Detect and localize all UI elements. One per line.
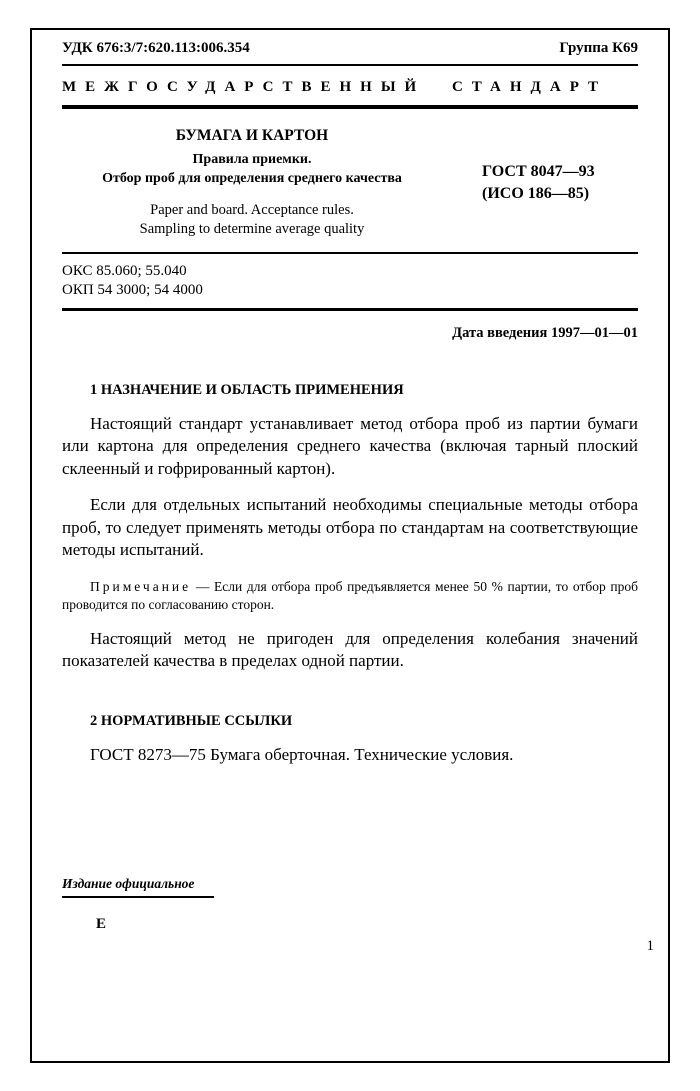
title-block: [62, 127, 638, 238]
title-left-column: [62, 127, 442, 238]
rule-under-header: [62, 64, 638, 66]
designation-gost: ГОСТ 8047—93: [482, 163, 595, 180]
section-1-paragraph-1: Настоящий стандарт устанавливает метод отбора проб из партии бумаги или картона для определения среднего качества (включая тарный плоский склеенный и гофрированный картон).: [62, 413, 638, 478]
okp-code: ОКП 54 3000; 54 4000: [62, 282, 203, 299]
document-subtitle-line1: Правила приемки.: [192, 152, 312, 167]
document-subtitle-line2: Отбор проб для определения среднего качества: [102, 170, 402, 186]
note-text: — Если для отбора проб предъявляется менее 50 % партии, то отбор проб проводится по согласованию сторон.: [62, 578, 638, 612]
section-2-paragraph-1: ГОСТ 8273—75 Бумага оберточная. Технические условия.: [90, 744, 514, 764]
designation-iso: (ИСО 186—85): [482, 184, 590, 202]
section-1-heading: 1 НАЗНАЧЕНИЕ И ОБЛАСТЬ ПРИМЕНЕНИЯ: [90, 381, 404, 398]
section-1-paragraph-3: Настоящий метод не пригоден для определения колебания значений показателей качества в пределах одной партии.: [62, 629, 638, 671]
rule-under-title: [62, 252, 638, 254]
section-1-paragraph-2: Если для отдельных испытаний необходимы специальные методы отбора проб, то следует применять методы отбора по стандартам на соответствующие методы испытаний.: [62, 495, 638, 560]
standard-type-title: МЕЖГОСУДАРСТВЕННЫЙ СТАНДАРТ: [62, 79, 608, 95]
effective-date: Дата введения 1997—01—01: [452, 324, 638, 341]
oks-code: ОКС 85.060; 55.040: [62, 263, 187, 280]
group-code: Группа К69: [559, 40, 638, 56]
english-title-line2: Sampling to determine average quality: [139, 220, 365, 237]
edition-letter-mark: Е: [96, 916, 107, 932]
rule-under-codes: [62, 308, 638, 311]
classification-codes: [62, 262, 638, 300]
udc-code: УДК 676:3/7:620.113:006.354: [62, 40, 250, 56]
page-number: 1: [646, 938, 654, 954]
note-label: Примечание: [90, 578, 192, 594]
official-edition-label: Издание официальное: [62, 876, 214, 898]
note-paragraph: [62, 578, 638, 614]
document-header: [62, 40, 638, 57]
section-2-heading: 2 НОРМАТИВНЫЕ ССЫЛКИ: [90, 712, 293, 729]
standard-designation: [482, 127, 595, 238]
english-title-line1: Paper and board. Acceptance rules.: [150, 201, 354, 218]
rule-under-standard-type: [62, 105, 638, 109]
document-title: БУМАГА И КАРТОН: [175, 127, 329, 144]
document-page-frame: [30, 28, 670, 1063]
